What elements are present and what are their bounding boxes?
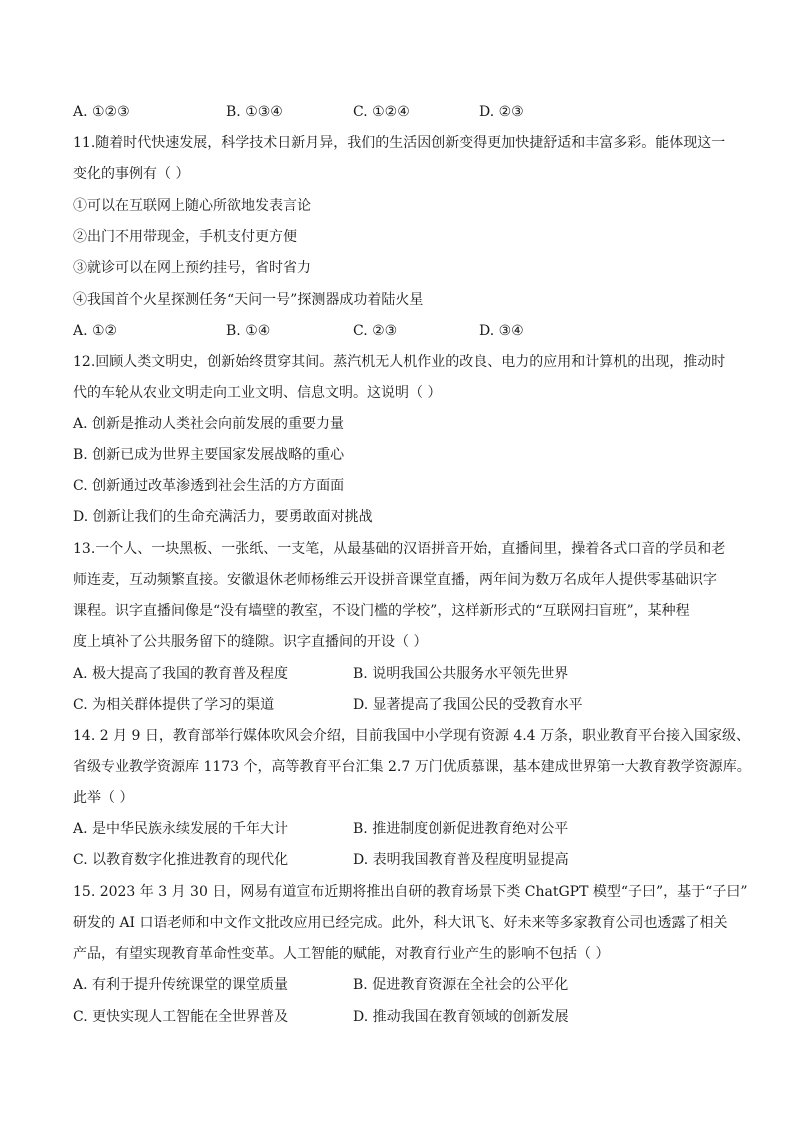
q12-option-b: B. 创新已成为世界主要国家发展战略的重心: [73, 447, 345, 463]
q12-option-a: A. 创新是推动人类社会向前发展的重要力量: [73, 416, 345, 432]
q13-option-c: C. 为相关群体提供了学习的渠道: [73, 697, 275, 713]
q15-stem-line3: 产品，有望实现教育革命性变革。人工智能的赋能，对教育行业产生的影响不包括（ ）: [73, 946, 610, 962]
q11-option-c: C. ②③: [353, 323, 398, 339]
q14-stem-line2: 省级专业教学资源库 1173 个，高等教育平台汇集 2.7 万门优质慕课，基本建成世界第一大教育教学资源库。: [73, 759, 751, 775]
q11-item-1: ①可以在互联网上随心所欲地发表言论: [73, 198, 311, 214]
q12-option-c: C. 创新通过改革渗透到社会生活的方方面面: [73, 478, 345, 494]
q13-stem-line2: 师连麦，互动频繁直接。安徽退休老师杨维云开设拼音课堂直播，两年间为数万名成年人提供零基础识字: [73, 572, 717, 588]
q15-option-c: C. 更快实现人工智能在全世界普及: [73, 1009, 289, 1025]
q13-option-a: A. 极大提高了我国的教育普及程度: [73, 666, 289, 682]
q11-option-a: A. ①②: [73, 323, 118, 339]
q11-item-3: ③就诊可以在网上预约挂号，省时省力: [73, 260, 311, 276]
q14-stem-line3: 此举（ ）: [73, 790, 134, 806]
q15-option-d: D. 推动我国在教育领域的创新发展: [353, 1009, 569, 1025]
q10-option-d: D. ②③: [479, 104, 524, 120]
q14-option-c: C. 以教育数字化推进教育的现代化: [73, 852, 289, 868]
q11-stem-line2: 变化的事例有（ ）: [73, 166, 190, 182]
q15-option-b: B. 促进教育资源在全社会的公平化: [353, 977, 569, 993]
q11-item-4: ④我国首个火星探测任务“天问一号”探测器成功着陆火星: [73, 292, 424, 308]
q10-option-b: B. ①③④: [226, 104, 283, 120]
q14-stem-line1: 14. 2 月 9 日，教育部举行媒体吹风会介绍，目前我国中小学现有资源 4.4 万条，职业教育平台接入国家级、: [73, 728, 751, 744]
q13-stem-line4: 度上填补了公共服务留下的缝隙。识字直播间的开设（ ）: [73, 634, 428, 650]
q13-option-d: D. 显著提高了我国公民的受教育水平: [353, 697, 583, 713]
q12-stem-line2: 代的车轮从农业文明走向工业文明、信息文明。这说明（ ）: [73, 385, 442, 401]
q13-option-b: B. 说明我国公共服务水平领先世界: [353, 666, 569, 682]
q10-option-a: A. ①②③: [73, 104, 130, 120]
q12-stem-line1: 12.回顾人类文明史，创新始终贯穿其间。蒸汽机无人机作业的改良、电力的应用和计算机的出现，推动时: [73, 354, 726, 370]
q15-stem-line2: 研发的 AI 口语老师和中文作文批改应用已经完成。此外，科大讯飞、好未来等多家教育公司也透露了相关: [73, 915, 728, 931]
q15-option-a: A. 有利于提升传统课堂的课堂质量: [73, 977, 289, 993]
q11-option-b: B. ①④: [226, 323, 271, 339]
q10-option-c: C. ①②④: [353, 104, 410, 120]
q14-option-a: A. 是中华民族永续发展的千年大计: [73, 821, 289, 837]
q15-stem-line1: 15. 2023 年 3 月 30 日，网易有道宣布近期将推出自研的教育场景下类 ChatGPT 模型“子曰”，基于“子曰”: [73, 884, 748, 900]
q13-stem-line1: 13.一个人、一块黑板、一张纸、一支笔，从最基础的汉语拼音开始，直播间里，操着各式口音的学员和老: [73, 541, 726, 557]
q11-item-2: ②出门不用带现金，手机支付更方便: [73, 229, 297, 245]
q11-option-d: D. ③④: [479, 323, 524, 339]
q14-option-b: B. 推进制度创新促进教育绝对公平: [353, 821, 569, 837]
q11-stem-line1: 11.随着时代快速发展，科学技术日新月异，我们的生活因创新变得更加快捷舒适和丰富多彩。能体现这一: [73, 135, 726, 151]
q14-option-d: D. 表明我国教育普及程度明显提高: [353, 852, 569, 868]
q13-stem-line3: 课程。识字直播间像是“没有墙壁的教室，不设门槛的学校”，这样新形式的“互联网扫盲班”，某种程: [73, 603, 690, 619]
q12-option-d: D. 创新让我们的生命充满活力，要勇敢面对挑战: [73, 509, 373, 525]
